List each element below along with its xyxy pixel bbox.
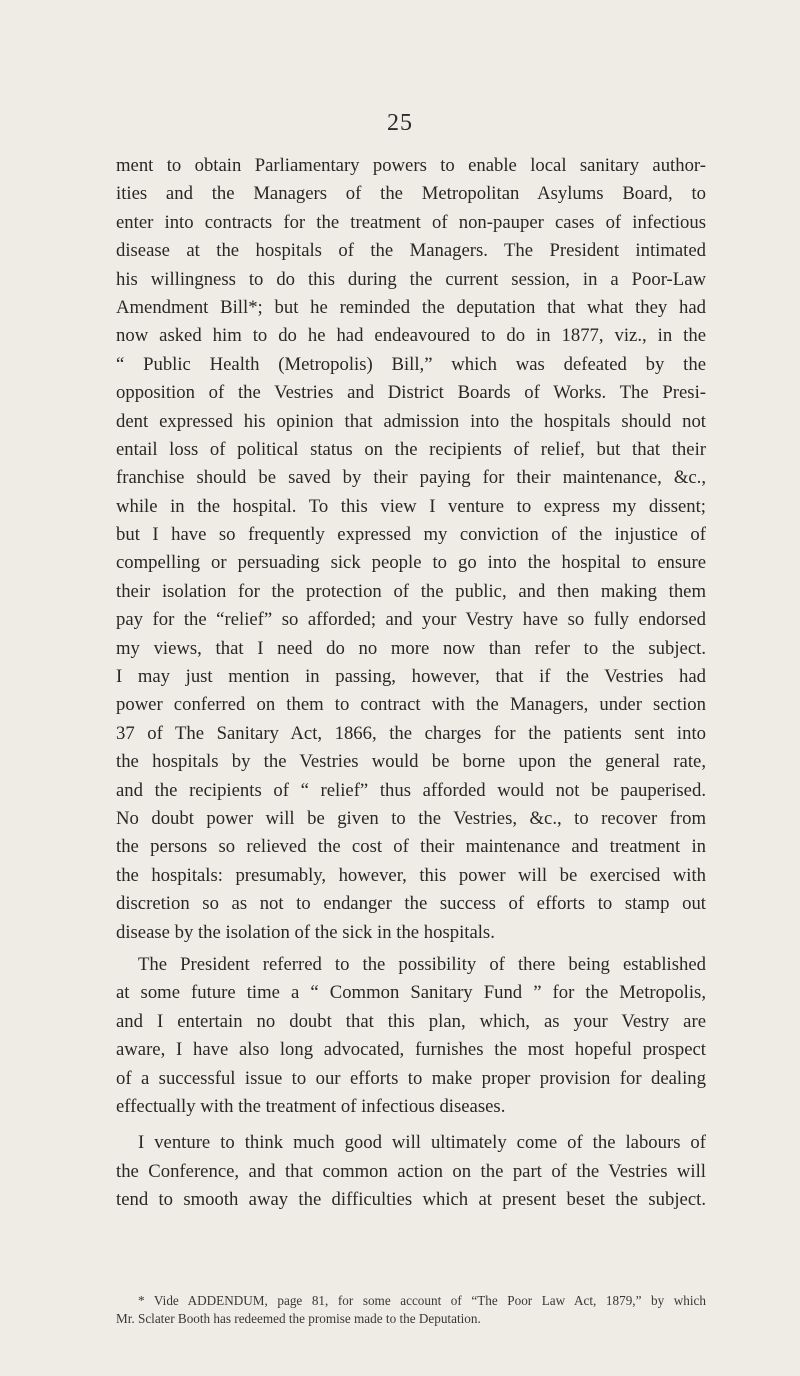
text-line: now asked him to do he had endeavoured to do in 1877, viz., in the	[116, 325, 706, 347]
text-line: “ Public Health (Metropolis) Bill,” which was defeated by the	[116, 353, 706, 375]
text-line: enter into contracts for the treatment of non-pauper cases of infectious	[116, 211, 706, 233]
text-line: I venture to think much good will ultimately come of the labours of	[138, 1132, 706, 1154]
text-line: and the recipients of “ relief” thus afforded would not be pauperised.	[116, 779, 706, 801]
footnote-line: Mr. Sclater Booth has redeemed the promise made to the Deputation.	[116, 1311, 481, 1326]
text-line: but I have so frequently expressed my conviction of the injustice of	[116, 524, 706, 546]
body-text	[116, 152, 706, 1214]
text-line: aware, I have also long advocated, furnishes the most hopeful prospect	[116, 1039, 706, 1061]
text-line: disease by the isolation of the sick in the hospitals.	[116, 921, 495, 943]
text-line: ment to obtain Parliamentary powers to enable local sanitary author-	[116, 155, 706, 176]
text-line: franchise should be saved by their paying for their maintenance, &c.,	[116, 467, 706, 489]
text-line: my views, that I need do no more now than refer to the subject.	[116, 637, 706, 659]
paragraph-gap	[116, 1121, 706, 1129]
text-line: entail loss of political status on the recipients of relief, but that their	[116, 438, 706, 460]
text-line: the hospitals: presumably, however, this power will be exercised with	[116, 864, 706, 886]
text-line: tend to smooth away the difficulties which at present beset the subject.	[116, 1189, 706, 1211]
text-line: effectually with the treatment of infectious diseases.	[116, 1095, 506, 1117]
text-line: their isolation for the protection of the public, and then making them	[116, 580, 706, 602]
text-line: I may just mention in passing, however, that if the Vestries had	[116, 666, 706, 688]
text-line: Amendment Bill*; but he reminded the deputation that what they had	[116, 296, 706, 318]
text-line: opposition of the Vestries and District Boards of Works. The Presi-	[116, 382, 706, 404]
text-line: his willingness to do this during the current session, in a Poor-Law	[116, 268, 706, 290]
text-line: while in the hospital. To this view I venture to express my dissent;	[116, 495, 706, 517]
text-line: pay for the “relief” so afforded; and your Vestry have so fully endorsed	[116, 609, 706, 631]
paragraph-2	[116, 951, 706, 1121]
text-line: the persons so relieved the cost of their maintenance and treatment in	[116, 836, 706, 858]
text-line: compelling or persuading sick people to go into the hospital to ensure	[116, 552, 706, 574]
text-line: and I entertain no doubt that this plan, which, as your Vestry are	[116, 1010, 706, 1032]
text-line: power conferred on them to contract with the Managers, under section	[116, 694, 706, 716]
text-line: the Conference, and that common action on the part of the Vestries will	[116, 1160, 706, 1182]
text-line: at some future time a “ Common Sanitary Fund ” for the Metropolis,	[116, 982, 706, 1004]
paragraph-3	[116, 1129, 706, 1214]
footnote	[116, 1292, 706, 1328]
text-line: discretion so as not to endanger the success of efforts to stamp out	[116, 893, 706, 915]
text-line: ities and the Managers of the Metropolitan Asylums Board, to	[116, 183, 706, 205]
text-line: 37 of The Sanitary Act, 1866, the charges for the patients sent into	[116, 722, 706, 744]
paragraph-1	[116, 152, 706, 947]
text-line: disease at the hospitals of the Managers. The President intimated	[116, 240, 706, 262]
text-line: The President referred to the possibility of there being established	[138, 953, 706, 975]
text-line: of a successful issue to our efforts to make proper provision for dealing	[116, 1067, 706, 1089]
text-line: the hospitals by the Vestries would be borne upon the general rate,	[116, 751, 706, 773]
text-line: dent expressed his opinion that admission into the hospitals should not	[116, 410, 706, 432]
page-number: 25	[387, 110, 413, 136]
text-line: No doubt power will be given to the Vestries, &c., to recover from	[116, 807, 706, 829]
footnote-line: * Vide ADDENDUM, page 81, for some account of “The Poor Law Act, 1879,” by which	[138, 1293, 706, 1308]
